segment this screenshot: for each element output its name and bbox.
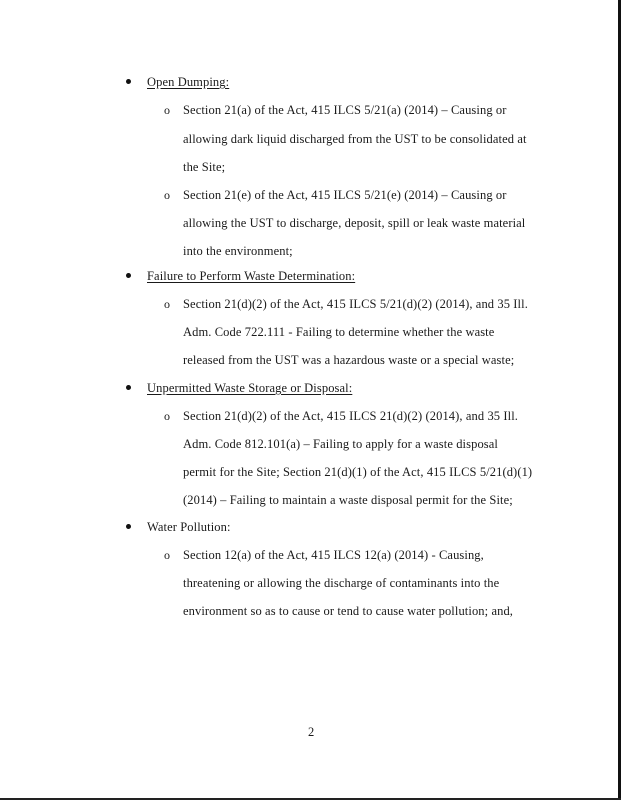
bullet-icon <box>126 79 131 84</box>
sub-bullet-icon: o <box>164 548 170 562</box>
sub-bullet-icon: o <box>164 103 170 117</box>
text-line: Adm. Code 812.101(a) – Failing to apply for a waste disposal <box>183 437 498 451</box>
text-line: Section 21(a) of the Act, 415 ILCS 5/21(a) (2014) – Causing or <box>183 103 507 117</box>
text-line: permit for the Site; Section 21(d)(1) of the Act, 415 ILCS 5/21(d)(1) <box>183 465 533 479</box>
text-line: threatening or allowing the discharge of contaminants into the <box>183 576 500 590</box>
page-number: 2 <box>308 725 315 739</box>
text-line: environment so as to cause or tend to cause water pollution; and, <box>183 604 514 618</box>
bullet-icon <box>126 273 131 278</box>
heading-open-dumping: Open Dumping: <box>147 75 230 89</box>
bullet-icon <box>126 524 131 529</box>
heading-water-pollution: Water Pollution: <box>147 520 231 534</box>
bullet-icon <box>126 385 131 390</box>
text-line: (2014) – Failing to maintain a waste disposal permit for the Site; <box>183 493 513 507</box>
text-line: allowing the UST to discharge, deposit, spill or leak waste material <box>183 216 526 230</box>
heading-waste-determination: Failure to Perform Waste Determination: <box>147 269 356 283</box>
text-line: Section 21(d)(2) of the Act, 415 ILCS 5/21(d)(2) (2014), and 35 Ill. <box>183 297 528 311</box>
text-line: Section 21(d)(2) of the Act, 415 ILCS 21(d)(2) (2014), and 35 Ill. <box>183 409 519 423</box>
sub-bullet-icon: o <box>164 409 170 423</box>
text-line: Adm. Code 722.111 - Failing to determine whether the waste <box>183 325 495 339</box>
sub-bullet-icon: o <box>164 188 170 202</box>
text-line: allowing dark liquid discharged from the UST to be consolidated at <box>183 132 527 146</box>
text-line: released from the UST was a hazardous waste or a special waste; <box>183 353 515 367</box>
text-line: the Site; <box>183 160 226 174</box>
sub-bullet-icon: o <box>164 297 170 311</box>
text-line: Section 12(a) of the Act, 415 ILCS 12(a) (2014) - Causing, <box>183 548 484 562</box>
text-line: into the environment; <box>183 244 293 258</box>
text-line: Section 21(e) of the Act, 415 ILCS 5/21(e) (2014) – Causing or <box>183 188 507 202</box>
heading-unpermitted-waste: Unpermitted Waste Storage or Disposal: <box>147 381 353 395</box>
